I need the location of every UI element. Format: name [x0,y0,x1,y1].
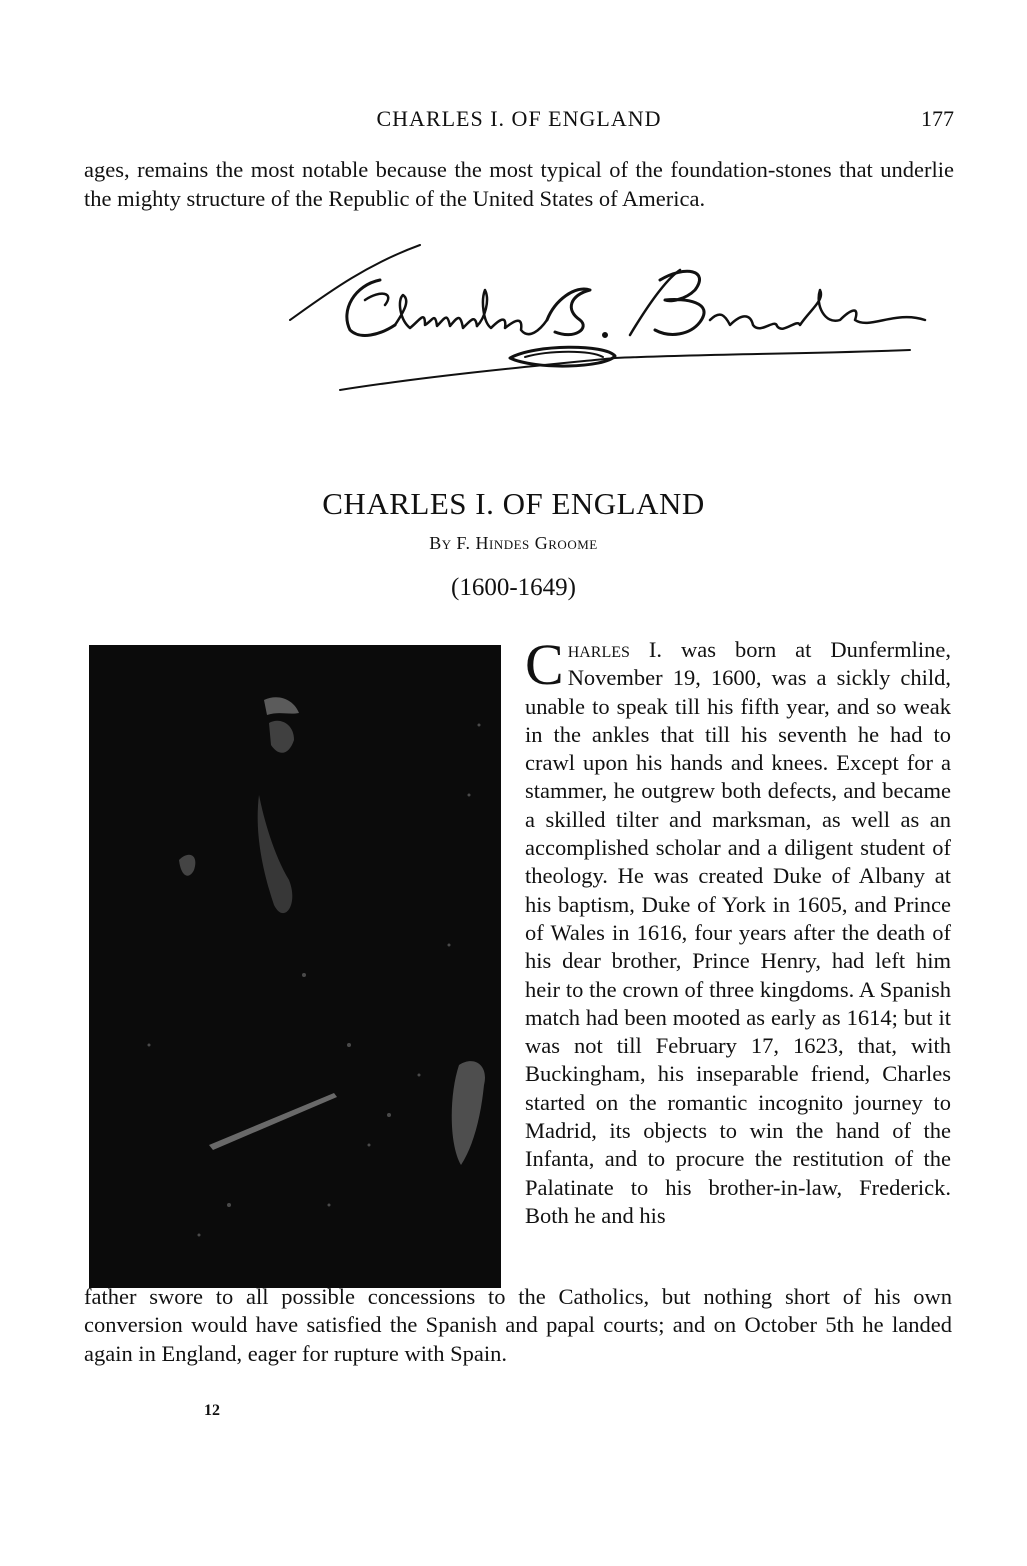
life-dates: (1600-1649) [451,574,576,601]
drop-cap: C [525,632,564,697]
running-head [84,106,954,140]
intro-paragraph: ages, remains the most notable because the most typical of the foundation-stones that underlie the mighty structure of the Republic of the United States of America. [84,157,954,211]
running-head-title: CHARLES I. OF ENGLAND [376,106,662,131]
author-name: F. Hindes Groome [456,533,598,553]
byline [0,533,1027,554]
page-number: 177 [921,106,954,131]
portrait-image [89,645,501,1288]
lead-small-caps: harles [567,637,630,662]
column-paragraph: I. was born at Dunfermline, November 19, 1600, was a sickly child, unable to speak till his fifth year, and so weak in the ankles that till his seventh he had to crawl upon his hands and knees. Except for a stammer, he outgrew both defects, and became a skilled tilter and marksman, as well as an accomplished scholar and a diligent student of theology. He was created Duke of Albany at his baptism, Duke of York in 1605, and Prince of Wales in 1616, four years after the death of his dear brother, Prince Henry, had left him heir to the crown of three kingdoms. A Spanish match had been mooted as early as 1614; but it was not till February 17, 1623, that, with Buckingham, his inseparable friend, Charles started on the romantic incognito journey to Madrid, its objects to win the hand of the Infanta, and to procure the restitution of the Palatinate to his brother-in-law, Frederick. Both he and his [525,637,951,1228]
signature-mark: 12 [204,1402,220,1419]
body-full-width-text: father swore to all possible concessions to the Catholics, but nothing short of his own conversion would have satisfied the Spanish and papal courts; and on October 5th he landed again in England, eager for rupture with Spain. [84,1284,952,1366]
handwritten-signature [285,240,945,410]
article-title: CHARLES I. OF ENGLAND [322,486,705,521]
byline-prefix: By [429,533,452,553]
body-column-text [525,632,951,1230]
